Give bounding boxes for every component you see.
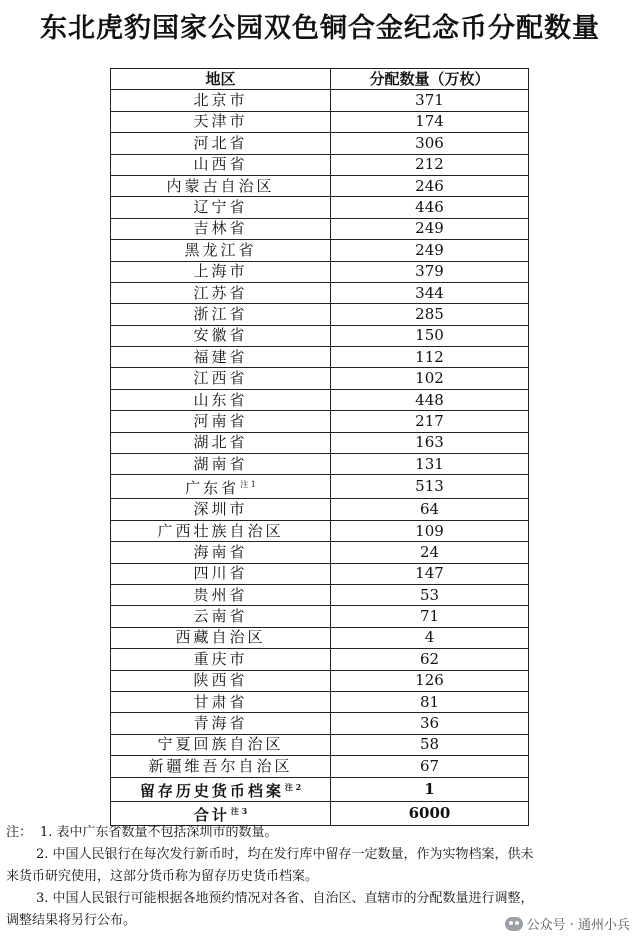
table-row <box>111 218 529 239</box>
quantity-cell: 371 <box>331 90 529 111</box>
region-cell: 江西省 <box>111 368 331 389</box>
table-row <box>111 90 529 111</box>
table-row <box>111 111 529 132</box>
region-cell: 浙江省 <box>111 304 331 325</box>
quantity-cell: 344 <box>331 282 529 303</box>
quantity-cell: 131 <box>331 454 529 475</box>
note-marker: 注 2 <box>284 781 302 792</box>
quantity-cell: 147 <box>331 563 529 584</box>
quantity-cell: 53 <box>331 584 529 605</box>
quantity-cell: 67 <box>331 756 529 777</box>
region-cell: 福建省 <box>111 347 331 368</box>
table-row <box>111 670 529 691</box>
footnote-2: 2. 中国人民银行在每次发行新币时，均在发行库中留存一定数量，作为实物档案，供未 <box>36 847 534 862</box>
table-row <box>111 475 529 499</box>
region-cell: 宁夏回族自治区 <box>111 734 331 755</box>
region-cell: 云南省 <box>111 606 331 627</box>
region-cell: 上海市 <box>111 261 331 282</box>
quantity-cell: 249 <box>331 240 529 261</box>
region-cell: 湖南省 <box>111 454 331 475</box>
quantity-cell: 249 <box>331 218 529 239</box>
header-region: 地区 <box>111 69 331 90</box>
quantity-cell: 246 <box>331 175 529 196</box>
table-row <box>111 627 529 648</box>
table-row <box>111 499 529 520</box>
table-row <box>111 411 529 432</box>
region-cell: 湖北省 <box>111 432 331 453</box>
region-cell: 山东省 <box>111 389 331 410</box>
table-body <box>111 90 529 825</box>
region-cell: 广西壮族自治区 <box>111 520 331 541</box>
table-header-row <box>111 69 529 90</box>
footnote-3: 3. 中国人民银行可能根据各地预约情况对各省、自治区、直辖市的分配数量进行调整， <box>36 891 534 906</box>
table-row <box>111 756 529 777</box>
note-marker: 注 1 <box>240 480 256 490</box>
footnote-1: 注： 1. 表中广东省数量不包括深圳市的数量。 <box>6 825 278 840</box>
quantity-cell: 174 <box>331 111 529 132</box>
table-row <box>111 261 529 282</box>
table-row <box>111 240 529 261</box>
document-title: 东北虎豹国家公园双色铜合金纪念币分配数量 <box>40 13 600 44</box>
region-cell: 新疆维吾尔自治区 <box>111 756 331 777</box>
table-row <box>111 133 529 154</box>
table-row <box>111 542 529 563</box>
quantity-cell: 306 <box>331 133 529 154</box>
quantity-cell: 150 <box>331 325 529 346</box>
table-row <box>111 347 529 368</box>
table-row <box>111 606 529 627</box>
allocation-table <box>110 68 529 826</box>
quantity-cell: 163 <box>331 432 529 453</box>
table-row <box>111 454 529 475</box>
quantity-cell: 81 <box>331 691 529 712</box>
region-cell: 留存历史货币档案$^{注 2}$ <box>111 777 331 801</box>
table-row <box>111 649 529 670</box>
quantity-cell: 71 <box>331 606 529 627</box>
region-cell: 广东省$^{注 1}$ <box>111 475 331 499</box>
table-row <box>111 197 529 218</box>
table-row <box>111 368 529 389</box>
table-row <box>111 282 529 303</box>
region-cell: 重庆市 <box>111 649 331 670</box>
region-cell: 甘肃省 <box>111 691 331 712</box>
table-row <box>111 520 529 541</box>
quantity-cell: 379 <box>331 261 529 282</box>
quantity-cell: 58 <box>331 734 529 755</box>
quantity-cell: 1 <box>331 777 529 801</box>
quantity-cell: 446 <box>331 197 529 218</box>
region-cell: 河北省 <box>111 133 331 154</box>
header-quantity: 分配数量（万枚） <box>331 69 529 90</box>
table-row <box>111 175 529 196</box>
quantity-cell: 126 <box>331 670 529 691</box>
quantity-cell: 212 <box>331 154 529 175</box>
table-row <box>111 432 529 453</box>
quantity-cell: 102 <box>331 368 529 389</box>
table-row <box>111 563 529 584</box>
quantity-cell: 6000 <box>331 801 529 825</box>
region-cell: 西藏自治区 <box>111 627 331 648</box>
region-cell: 青海省 <box>111 713 331 734</box>
region-cell: 合计$^{注 3}$ <box>111 801 331 825</box>
region-cell: 山西省 <box>111 154 331 175</box>
quantity-cell: 62 <box>331 649 529 670</box>
footnote-2-continued: 来货币研究使用，这部分货币称为留存历史货币档案。 <box>6 869 319 884</box>
table-row <box>111 584 529 605</box>
quantity-cell: 513 <box>331 475 529 499</box>
region-cell: 辽宁省 <box>111 197 331 218</box>
region-cell: 江苏省 <box>111 282 331 303</box>
quantity-cell: 64 <box>331 499 529 520</box>
region-cell: 陕西省 <box>111 670 331 691</box>
wechat-icon <box>505 917 523 931</box>
table-row <box>111 691 529 712</box>
region-cell: 吉林省 <box>111 218 331 239</box>
watermark <box>505 914 630 933</box>
region-cell: 海南省 <box>111 542 331 563</box>
region-cell: 四川省 <box>111 563 331 584</box>
note-marker: 注 3 <box>230 805 248 816</box>
region-cell: 安徽省 <box>111 325 331 346</box>
table-row <box>111 389 529 410</box>
table-row <box>111 734 529 755</box>
quantity-cell: 36 <box>331 713 529 734</box>
footnote-3-continued: 调整结果将另行公布。 <box>6 913 137 928</box>
quantity-cell: 4 <box>331 627 529 648</box>
quantity-cell: 109 <box>331 520 529 541</box>
table-row <box>111 777 529 801</box>
region-cell: 深圳市 <box>111 499 331 520</box>
region-cell: 内蒙古自治区 <box>111 175 331 196</box>
quantity-cell: 448 <box>331 389 529 410</box>
quantity-cell: 285 <box>331 304 529 325</box>
table-row <box>111 713 529 734</box>
table-row <box>111 325 529 346</box>
region-cell: 天津市 <box>111 111 331 132</box>
footnote-lead: 注： <box>6 825 33 840</box>
region-cell: 河南省 <box>111 411 331 432</box>
quantity-cell: 217 <box>331 411 529 432</box>
quantity-cell: 112 <box>331 347 529 368</box>
quantity-cell: 24 <box>331 542 529 563</box>
region-cell: 北京市 <box>111 90 331 111</box>
watermark-text: 公众号 · 通州小兵 <box>526 918 630 933</box>
region-cell: 贵州省 <box>111 584 331 605</box>
table-row <box>111 154 529 175</box>
table-row <box>111 304 529 325</box>
region-cell: 黑龙江省 <box>111 240 331 261</box>
